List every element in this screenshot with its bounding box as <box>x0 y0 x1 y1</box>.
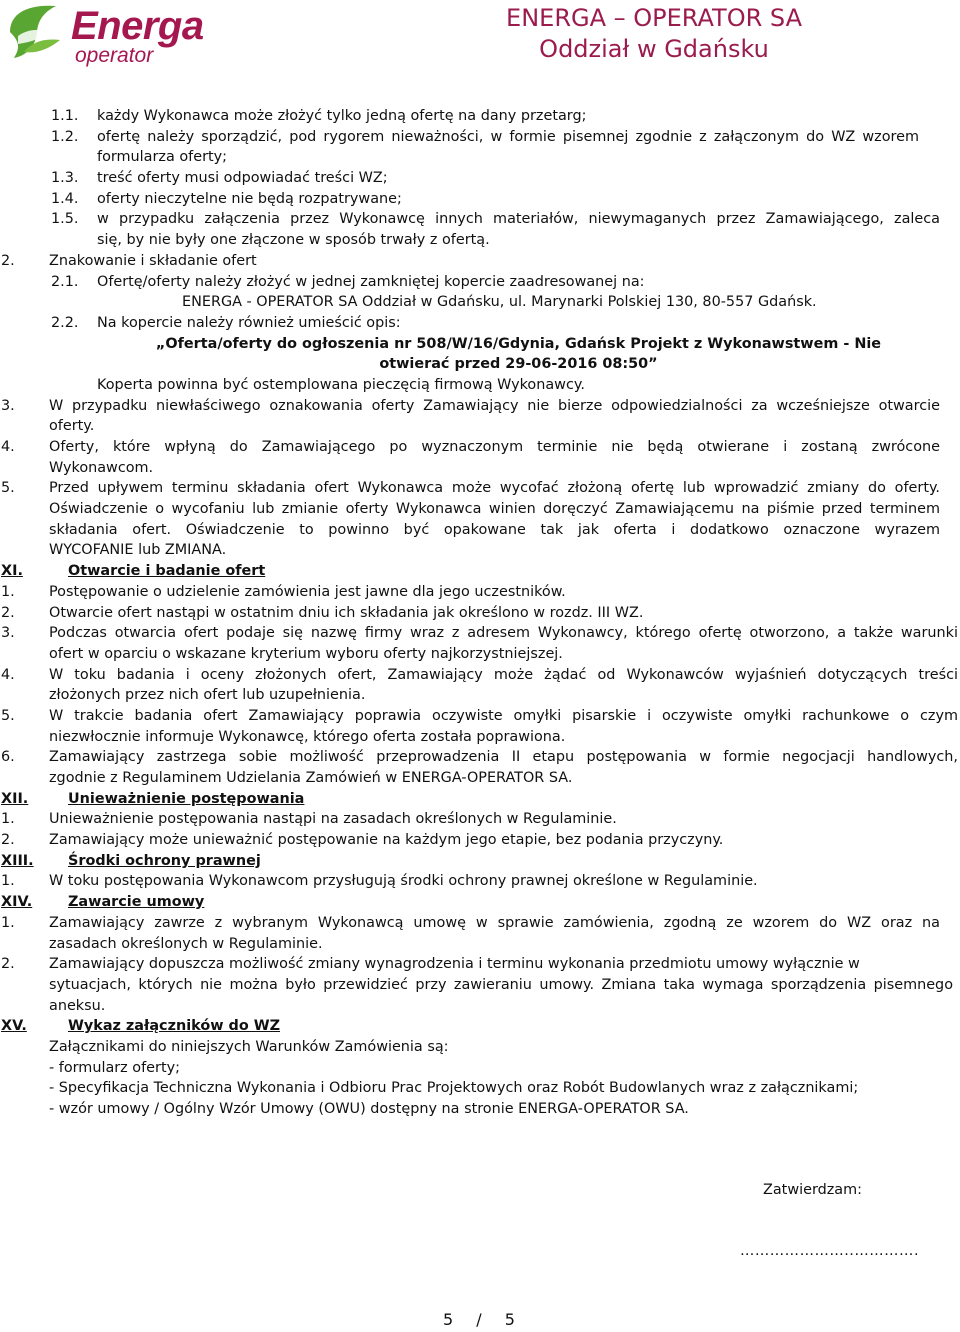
section-title: Otwarcie i badanie ofert <box>68 563 266 580</box>
list-item <box>0 954 960 975</box>
list-item <box>0 1058 960 1079</box>
item-text: zgodnie z Regulaminem Udzielania Zamówień w ENERGA-OPERATOR SA. <box>49 770 573 786</box>
company-heading <box>506 3 802 65</box>
section-title: Środki ochrony prawnej <box>68 852 261 869</box>
item-text: „Oferta/oferty do ogłoszenia nr 508/W/16/Gdynia, Gdańsk Projekt z Wykonawstwem - Nie <box>155 335 882 352</box>
list-item <box>0 106 960 127</box>
list-item <box>0 623 960 644</box>
item-text: ofert w oparciu o wskazane kryterium wyboru oferty najkorzystniejszej. <box>49 645 563 662</box>
item-text: Oświadczenie o wycofaniu lub zmianie oferty Wykonawca winien doręczyć Zamawiającemu na piśmie przed terminem <box>49 501 940 518</box>
item-text: W trakcie badania ofert Zamawiający poprawia oczywiste omyłki pisarskie i oczywiste omyłki rachunkowe o czym <box>49 707 958 724</box>
section-number: XV. <box>1 1018 27 1035</box>
list-item <box>0 168 960 189</box>
signature-line: …………………..…………. <box>740 1243 920 1259</box>
section-number: XI. <box>1 563 23 580</box>
item-text: ENERGA - OPERATOR SA Oddział w Gdańsku, ul. Marynarki Polskiej 130, 80-557 Gdańsk. <box>182 294 817 311</box>
section-number: XIV. <box>1 894 33 911</box>
list-item <box>0 727 960 748</box>
approval-label: Zatwierdzam: <box>763 1182 862 1198</box>
section-number: XII. <box>1 790 29 807</box>
section-heading <box>0 892 960 913</box>
item-text: Załącznikami do niniejszych Warunków Zamówienia są: <box>49 1038 449 1055</box>
item-text: Na kopercie należy również umieścić opis: <box>97 314 401 331</box>
section-heading <box>0 851 960 872</box>
item-number: 1.4. <box>51 190 79 207</box>
item-text: każdy Wykonawca może złożyć tylko jedną ofertę na dany przetarg; <box>97 108 587 124</box>
item-text: w przypadku załączenia przez Wykonawcę innych materiałów, niewymaganych przez Zamawiającego, zaleca <box>97 211 940 228</box>
item-number: 5. <box>1 480 15 497</box>
envelope-label <box>0 334 960 355</box>
item-text: Znakowanie i składanie ofert <box>49 252 257 269</box>
list-item <box>0 871 960 892</box>
list-item <box>0 830 960 851</box>
logo-name: Energa <box>71 4 204 48</box>
list-item <box>0 1078 960 1099</box>
item-number: 1.1. <box>51 108 79 124</box>
section-heading <box>0 1016 960 1037</box>
list-item <box>0 437 960 458</box>
item-number: 3. <box>1 397 15 414</box>
item-number: 2.1. <box>51 273 79 290</box>
item-text: Podczas otwarcia ofert podaje się nazwę firmy wraz z adresem Wykonawcy, którego ofertę otworzono, a także warunki <box>49 625 958 642</box>
list-item <box>0 603 960 624</box>
item-text: - Specyfikacja Techniczna Wykonania i Odbioru Prac Projektowych oraz Robót Budowlanych wraz z załącznikami; <box>49 1080 859 1097</box>
item-text: Wykonawcom. <box>49 459 154 476</box>
company-branch: Oddział w Gdańsku <box>539 35 769 63</box>
item-text: oferty nieczytelne nie będą rozpatrywane; <box>97 190 402 207</box>
list-item <box>0 520 960 541</box>
address-line <box>0 292 960 313</box>
item-text: ofertę należy sporządzić, pod rygorem nieważności, w formie pisemnej zgodnie z załączonym do WZ wzorem <box>97 128 919 145</box>
list-item <box>0 913 960 934</box>
list-item <box>0 809 960 830</box>
item-text: W przypadku niewłaściwego oznakowania oferty Zamawiający nie bierze odpowiedzialności za wcześniejsze otwarcie <box>49 397 940 414</box>
list-item <box>0 1037 960 1058</box>
item-number: 1. <box>1 873 15 890</box>
list-item <box>0 478 960 499</box>
list-item <box>0 458 960 479</box>
item-number: 2. <box>1 956 15 973</box>
item-text: Ofertę/oferty należy złożyć w jednej zamkniętej kopercie zaadresowanej na: <box>97 273 645 290</box>
item-number: 2.2. <box>51 314 79 331</box>
item-number: 1.5. <box>51 211 79 228</box>
item-number: 2. <box>1 252 15 269</box>
list-item <box>0 230 960 251</box>
item-text: Przed upływem terminu składania ofert Wykonawca może wycofać złożoną ofertę lub wprowadzić zmiany do oferty. <box>49 480 940 497</box>
item-number: 3. <box>1 625 15 642</box>
item-text: Postępowanie o udzielenie zamówienia jest jawne dla jego uczestników. <box>49 583 566 600</box>
item-text: WYCOFANIE lub ZMIANA. <box>49 542 227 559</box>
list-item <box>0 582 960 603</box>
item-text: Zamawiający zastrzega sobie możliwość przeprowadzenia II etapu postępowania w formie negocjacji handlowych, <box>49 749 958 766</box>
list-item <box>0 499 960 520</box>
item-text: formularza oferty; <box>97 149 228 166</box>
section-heading <box>0 251 960 272</box>
section-title: Zawarcie umowy <box>68 894 205 911</box>
section-heading <box>0 789 960 810</box>
logo-sub: operator <box>75 44 154 67</box>
item-number: 4. <box>1 439 15 455</box>
list-item <box>0 1099 960 1120</box>
item-text: W toku postępowania Wykonawcom przysługują środki ochrony prawnej określone w Regulaminie. <box>49 873 758 890</box>
item-text: Koperta powinna być ostemplowana pieczęcią firmową Wykonawcy. <box>97 376 585 393</box>
item-number: 1. <box>1 583 15 600</box>
list-item <box>0 209 960 230</box>
list-item <box>0 313 960 334</box>
list-item <box>0 396 960 417</box>
list-item <box>0 416 960 437</box>
list-item <box>0 644 960 665</box>
item-text: - formularz oferty; <box>49 1059 180 1076</box>
item-text: sytuacjach, których nie można było przewidzieć przy zawieraniu umowy. Zmiana taka wymaga sporządzenia pisemnego <box>49 976 953 993</box>
list-item <box>0 375 960 396</box>
page-number: 5 / 5 <box>443 1310 515 1329</box>
list-item <box>0 996 960 1017</box>
list-item <box>0 768 960 789</box>
item-text: niezwłocznie informuje Wykonawcę, którego oferta została poprawiona. <box>49 728 566 745</box>
logo-wordmark <box>71 6 204 66</box>
energa-leaf-icon <box>4 2 68 62</box>
item-number: 2. <box>1 832 15 849</box>
envelope-label <box>0 354 960 375</box>
item-number: 1.3. <box>51 170 79 187</box>
item-number: 4. <box>1 666 15 683</box>
item-text: Unieważnienie postępowania nastąpi na zasadach określonych w Regulaminie. <box>49 811 617 828</box>
list-item <box>0 189 960 210</box>
item-text: otwierać przed 29-06-2016 08:50” <box>379 356 658 373</box>
list-item <box>0 665 960 686</box>
section-number: XIII. <box>1 852 34 869</box>
item-text: się, by nie były one złączone w sposób trwały z ofertą. <box>97 232 490 249</box>
list-item <box>0 747 960 768</box>
item-number: 1.2. <box>51 128 79 145</box>
list-item <box>0 934 960 955</box>
item-text: składania ofert. Oświadczenie to powinno być opakowane tak jak oferta i dodatkowo oznaczone wyrazem <box>49 521 940 538</box>
item-text: W toku badania i oceny złożonych ofert, Zamawiający może żądać od Wykonawców wyjaśnień dotyczących treści <box>49 666 958 683</box>
item-text: Zamawiający dopuszcza możliwość zmiany wynagrodzenia i terminu wykonania przedmiotu umowy wyłącznie w <box>49 956 860 973</box>
energa-logo <box>4 2 204 66</box>
list-item <box>0 975 960 996</box>
list-item <box>0 706 960 727</box>
list-item <box>0 272 960 293</box>
item-text: Zamawiający zawrze z wybranym Wykonawcą umowę w sprawie zamówienia, zgodną ze wzorem do WZ oraz na <box>49 914 940 931</box>
item-number: 5. <box>1 707 15 724</box>
item-text: Oferty, które wpłyną do Zamawiającego po wyznaczonym terminie nie będą otwierane i zostaną zwrócone <box>49 439 940 455</box>
page-header <box>0 0 960 80</box>
item-number: 6. <box>1 749 15 766</box>
section-title: Wykaz załączników do WZ <box>68 1018 281 1035</box>
item-text: zasadach określonych w Regulaminie. <box>49 935 323 952</box>
list-item <box>0 540 960 561</box>
item-text: - wzór umowy / Ogólny Wzór Umowy (OWU) dostępny na stronie ENERGA-OPERATOR SA. <box>49 1101 689 1117</box>
item-number: 1. <box>1 811 15 828</box>
item-number: 2. <box>1 604 15 621</box>
document-body <box>0 106 960 1120</box>
item-text: oferty. <box>49 418 95 435</box>
company-title: ENERGA – OPERATOR SA <box>506 4 802 32</box>
item-text: aneksu. <box>49 997 106 1014</box>
item-text: Otwarcie ofert nastąpi w ostatnim dniu ich składania jak określono w rozdz. III WZ. <box>49 604 644 621</box>
list-item <box>0 685 960 706</box>
section-heading <box>0 561 960 582</box>
list-item <box>0 127 960 148</box>
section-title: Unieważnienie postępowania <box>68 790 305 807</box>
item-text: treść oferty musi odpowiadać treści WZ; <box>97 170 388 187</box>
item-text: Zamawiający może unieważnić postępowanie na każdym jego etapie, bez podania przyczyny. <box>49 832 724 849</box>
list-item <box>0 147 960 168</box>
item-number: 1. <box>1 914 15 931</box>
item-text: złożonych przez nich ofert lub uzupełnienia. <box>49 687 366 704</box>
